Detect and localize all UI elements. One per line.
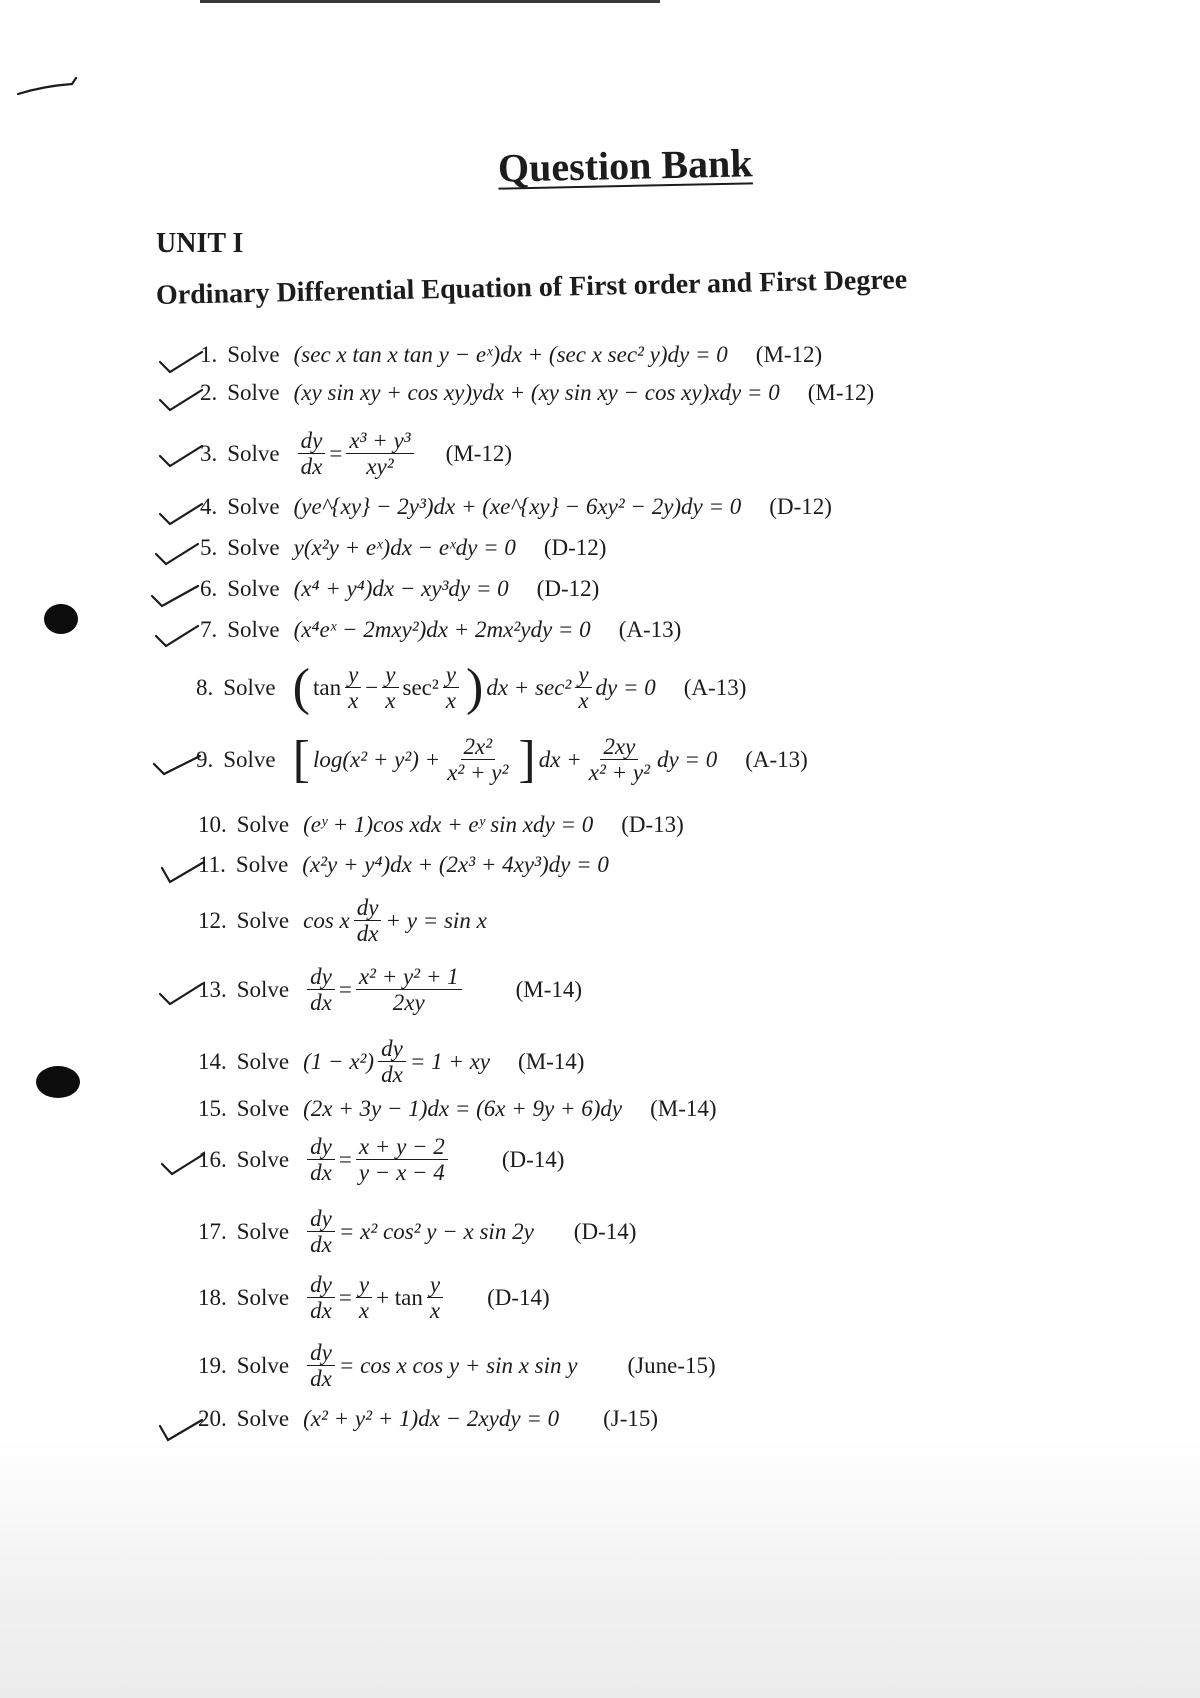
question-13 xyxy=(198,964,582,1016)
page-title: Question Bank xyxy=(497,140,753,191)
equation: (xy sin xy + cos xy)ydx + (xy sin xy − cos xy)xdy = 0 xyxy=(293,380,780,405)
equation: (x⁴eˣ − 2mxy²)dx + 2mx²ydy = 0 xyxy=(293,617,591,642)
equals-sign: = xyxy=(338,1284,352,1310)
check-mark-4 xyxy=(156,500,206,530)
check-mark-5 xyxy=(152,540,202,570)
question-verb: Solve xyxy=(236,907,290,933)
log-term: log(x² + y²) + xyxy=(312,746,441,772)
question-verb: Solve xyxy=(227,494,280,519)
question-verb: Solve xyxy=(236,1048,290,1074)
dy-label: dy = 0 xyxy=(595,674,656,700)
check-mark-13 xyxy=(156,980,206,1010)
dy-dx-fraction: $\frac{dy}{dx}$ xyxy=(307,1272,335,1324)
question-verb: Solve xyxy=(227,440,280,466)
question-15 xyxy=(198,1096,717,1122)
page-shadow xyxy=(0,1440,1200,1698)
question-number: 7. xyxy=(200,617,218,642)
question-8 xyxy=(196,659,747,716)
question-4 xyxy=(200,494,832,520)
check-mark-6 xyxy=(148,582,202,612)
y-over-x: $\frac{y}{x}$ xyxy=(356,1272,372,1324)
lhs-fraction: $\frac{dy}{dx}$ xyxy=(298,428,326,480)
question-11 xyxy=(198,852,609,878)
question-number: 14. xyxy=(198,1048,227,1074)
question-20 xyxy=(198,1406,658,1432)
question-verb: Solve xyxy=(227,342,280,367)
lhs-fraction: $\frac{dy}{dx}$ xyxy=(307,964,335,1016)
equals-sign: = xyxy=(338,1146,352,1172)
y-over-x: $\frac{y}{x}$ xyxy=(443,662,459,714)
question-5 xyxy=(200,535,606,561)
question-number: 10. xyxy=(198,812,227,837)
check-mark-11 xyxy=(158,858,208,888)
equation: (ye^{xy} − 2y³)dx + (xe^{xy} − 6xy² − 2y)dy = 0 xyxy=(293,494,742,519)
exam-mark: (A-13) xyxy=(745,746,808,772)
check-mark-7 xyxy=(152,622,202,652)
exam-mark: (D-12) xyxy=(769,494,832,519)
lhs-fraction: $\frac{dy}{dx}$ xyxy=(307,1134,335,1186)
pre-term: (1 − x²) xyxy=(303,1048,375,1074)
question-verb: Solve xyxy=(227,535,280,560)
exam-mark: (D-12) xyxy=(543,535,607,560)
question-verb: Solve xyxy=(236,812,290,837)
rhs-term: = 1 + xy xyxy=(409,1048,491,1074)
question-9 xyxy=(196,731,808,788)
question-7 xyxy=(200,617,681,643)
dx-label: dx + xyxy=(538,746,582,772)
question-verb: Solve xyxy=(223,746,276,772)
question-verb: Solve xyxy=(236,1096,290,1121)
question-number: 19. xyxy=(198,1352,227,1378)
question-number: 12. xyxy=(198,907,227,933)
question-number: 16. xyxy=(198,1146,227,1172)
question-verb: Solve xyxy=(236,1146,290,1172)
dy-dx-fraction: $\frac{dy}{dx}$ xyxy=(307,1206,335,1258)
close-paren: ) xyxy=(465,659,484,716)
top-rule xyxy=(200,0,660,3)
question-number: 9. xyxy=(196,746,214,772)
exam-mark: (D-14) xyxy=(501,1146,565,1172)
punch-hole-top xyxy=(44,604,78,634)
close-bracket: ] xyxy=(518,731,536,788)
question-19 xyxy=(198,1340,716,1392)
rhs-fraction: $\frac{\text{x³ + y³}}{\text{xy²}}$ xyxy=(346,428,413,480)
equation: y(x²y + eˣ)dx − eˣdy = 0 xyxy=(293,535,516,560)
dy-dx-fraction: $\frac{dy}{dx}$ xyxy=(307,1340,335,1392)
exam-mark: (M-12) xyxy=(807,380,875,405)
exam-mark: (J-15) xyxy=(603,1406,659,1431)
check-mark-3 xyxy=(156,442,206,472)
check-mark-20 xyxy=(156,1416,206,1446)
unit-heading: UNIT I xyxy=(156,228,244,259)
question-6 xyxy=(200,576,599,602)
sec-label: sec² xyxy=(402,674,439,700)
pen-stroke xyxy=(14,72,84,102)
question-1 xyxy=(200,342,822,368)
exam-mark: (D-13) xyxy=(621,812,684,837)
question-verb: Solve xyxy=(223,674,276,700)
exam-mark: (June-15) xyxy=(627,1352,716,1378)
dx-sec-label: dx + sec² xyxy=(486,674,572,700)
dy-dx-fraction: $\frac{dy}{dx}$ xyxy=(378,1036,406,1088)
y-over-x: $\frac{y}{x}$ xyxy=(382,662,398,714)
question-2 xyxy=(200,380,874,406)
equals-sign: = xyxy=(329,440,343,466)
equation: (eʸ + 1)cos xdx + eʸ sin xdy = 0 xyxy=(303,812,594,837)
exam-mark: (D-14) xyxy=(573,1218,637,1244)
question-14 xyxy=(198,1036,584,1088)
question-verb: Solve xyxy=(236,1284,290,1310)
question-verb: Solve xyxy=(236,976,290,1002)
plus-tan-label: + tan xyxy=(376,1284,423,1310)
exam-mark: (D-12) xyxy=(536,576,600,601)
rhs-term: + y = sin x xyxy=(385,907,487,933)
question-number: 11. xyxy=(198,852,226,877)
check-mark-1 xyxy=(156,348,206,378)
exam-mark: (M-14) xyxy=(515,976,583,1002)
exam-mark: (A-13) xyxy=(683,674,747,700)
equation: (2x + 3y − 1)dx = (6x + 9y + 6)dy xyxy=(303,1096,623,1121)
equation: (x² + y² + 1)dx − 2xydy = 0 xyxy=(303,1406,560,1431)
question-verb: Solve xyxy=(235,852,289,877)
question-number: 20. xyxy=(198,1406,227,1431)
check-mark-16 xyxy=(158,1150,208,1180)
rhs-term: = x² cos² y − x sin 2y xyxy=(338,1218,534,1244)
rhs-term: = cos x cos y + sin x sin y xyxy=(338,1352,578,1378)
question-number: 17. xyxy=(198,1218,227,1244)
open-bracket: [ xyxy=(292,731,310,788)
question-verb: Solve xyxy=(227,617,280,642)
question-18 xyxy=(198,1272,550,1324)
exam-mark: (M-14) xyxy=(650,1096,717,1121)
section-heading: Ordinary Differential Equation of First order and First Degree xyxy=(155,264,908,311)
question-number: 13. xyxy=(198,976,227,1002)
exam-mark: (M-12) xyxy=(755,342,823,367)
question-verb: Solve xyxy=(227,380,280,405)
punch-hole-bottom xyxy=(36,1066,80,1098)
question-10 xyxy=(198,812,684,838)
exam-mark: (M-14) xyxy=(518,1048,585,1074)
question-17 xyxy=(198,1206,636,1258)
question-verb: Solve xyxy=(236,1406,290,1431)
fraction-2: $\frac{2xy}{\text{x² + y²}}$ xyxy=(588,734,650,786)
question-number: 15. xyxy=(198,1096,227,1121)
check-mark-2 xyxy=(156,386,206,416)
question-number: 2. xyxy=(200,380,218,405)
equation: (x²y + y⁴)dx + (2x³ + 4xy³)dy = 0 xyxy=(302,852,609,877)
question-number: 5. xyxy=(200,535,218,560)
check-mark-9 xyxy=(150,750,204,780)
rhs-fraction: $\frac{x + y - 2}{y - x - 4}$ xyxy=(356,1134,448,1186)
fraction-1: $\frac{\text{2x²}}{\text{x² + y²}}$ xyxy=(447,734,509,786)
question-number: 6. xyxy=(200,576,218,601)
question-verb: Solve xyxy=(236,1352,290,1378)
question-verb: Solve xyxy=(236,1218,290,1244)
y-over-x: $\frac{y}{x}$ xyxy=(345,662,361,714)
exam-mark: (A-13) xyxy=(618,617,682,642)
cos-term: cos x xyxy=(303,907,350,933)
question-3 xyxy=(200,428,512,480)
rhs-fraction: $\frac{\text{x² + y² + 1}}{2xy}$ xyxy=(356,964,462,1016)
y-over-x: $\frac{y}{x}$ xyxy=(575,662,591,714)
question-number: 18. xyxy=(198,1284,227,1310)
question-16 xyxy=(198,1134,564,1186)
minus-sign: − xyxy=(365,674,379,700)
question-number: 1. xyxy=(200,342,218,367)
equation: (x⁴ + y⁴)dx − xy³dy = 0 xyxy=(293,576,509,601)
exam-mark: (D-14) xyxy=(487,1284,550,1310)
dy-dx-fraction: $\frac{dy}{dx}$ xyxy=(354,895,382,947)
tan-label: tan xyxy=(312,674,342,700)
question-number: 8. xyxy=(196,674,214,700)
question-number: 3. xyxy=(200,440,218,466)
question-number: 4. xyxy=(200,494,218,519)
question-12 xyxy=(198,895,487,947)
equation: (sec x tan x tan y − eˣ)dx + (sec x sec² y)dy = 0 xyxy=(293,342,728,367)
equals-sign: = xyxy=(338,976,352,1002)
y-over-x: $\frac{y}{x}$ xyxy=(427,1272,443,1324)
dy-label: dy = 0 xyxy=(656,746,718,772)
question-verb: Solve xyxy=(227,576,280,601)
exam-mark: (M-12) xyxy=(445,440,513,466)
open-paren: ( xyxy=(292,659,310,716)
